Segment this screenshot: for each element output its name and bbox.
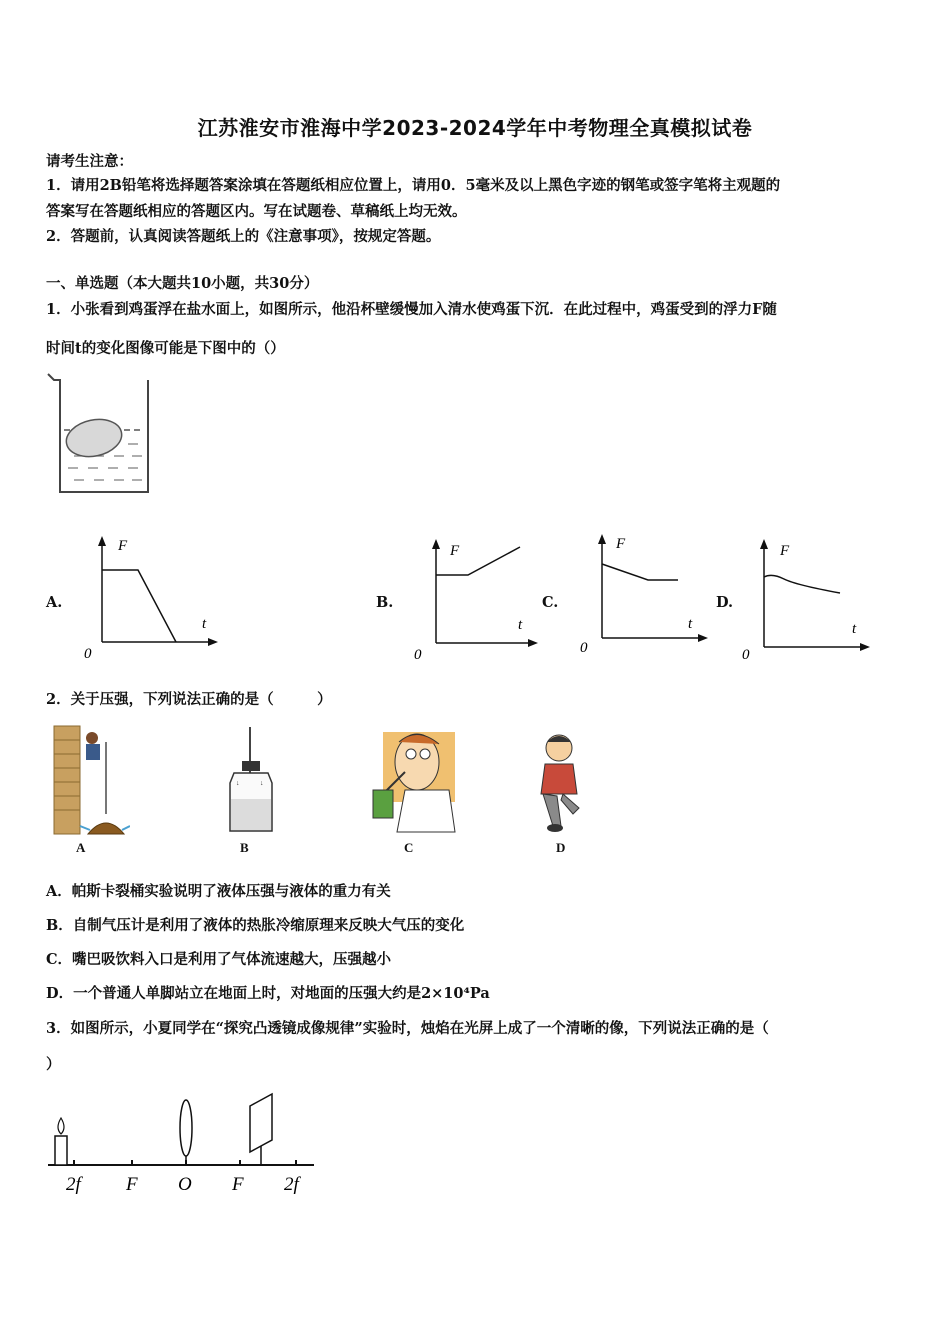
q1-option-c-label: C. <box>542 594 559 611</box>
svg-text:↓: ↓ <box>236 779 240 787</box>
graph-d-f-label: F <box>780 543 790 559</box>
axis-label-2f-right: 2f <box>284 1174 299 1195</box>
graph-c-t-label: t <box>688 616 693 632</box>
notice-item-1: 1．请用2B铅笔将选择题答案涂填在答题纸相应位置上，请用0．5毫米及以上黑色字迹的钢笔或签字笔将主观题的 <box>46 177 781 194</box>
q1-option-b-label: B. <box>376 594 394 611</box>
q2-pic-label-b: B <box>240 840 249 855</box>
light-screen <box>250 1094 272 1152</box>
q1-stem-cont: 时间t的变化图像可能是下图中的（） <box>46 340 285 357</box>
section-heading: 一、单选题（本大题共10小题，共30分） <box>46 275 319 292</box>
convex-lens <box>180 1100 192 1156</box>
graph-d <box>740 535 875 663</box>
notice-heading: 请考生注意： <box>46 153 133 170</box>
graph-b-t-label: t <box>518 617 523 633</box>
q2-option-b: B．自制气压计是利用了液体的热胀冷缩原理来反映大气压的变化 <box>46 917 465 934</box>
svg-text:↓: ↓ <box>260 779 264 787</box>
page-title: 江苏淮安市淮海中学2023-2024学年中考物理全真模拟试卷 <box>197 116 753 140</box>
q3-stem: 3．如图所示，小夏同学在“探究凸透镜成像规律”实验时，烛焰在光屏上成了一个清晰的像，下列说法正确的是（ <box>46 1020 769 1037</box>
graph-c-origin: 0 <box>580 640 588 656</box>
q1-option-a-label: A. <box>46 594 63 611</box>
graph-a-origin: 0 <box>84 646 92 662</box>
graph-c-f-label: F <box>616 536 626 552</box>
standing-person-picture <box>523 730 593 835</box>
q2-pic-label-c: C <box>404 840 414 855</box>
q2-pic-label-d: D <box>556 840 566 855</box>
graph-a-f-label: F <box>118 538 128 554</box>
axis-label-o: O <box>178 1174 192 1195</box>
graph-d-curve <box>764 575 840 593</box>
graph-b-origin: 0 <box>414 647 422 663</box>
notice-item-1-cont: 答案写在答题纸相应的答题区内。写在试题卷、草稿纸上均无效。 <box>46 203 467 220</box>
q2-option-d: D．一个普通人单脚站立在地面上时，对地面的压强大约是2×10⁴Pa <box>46 985 490 1002</box>
q2-pic-label-a: A <box>76 840 86 855</box>
candle-flame <box>58 1118 64 1134</box>
beaker-egg-figure <box>44 370 156 498</box>
q3-stem-cont: ） <box>46 1056 61 1073</box>
q2-option-c: C．嘴巴吸饮料入口是利用了气体流速越大，压强越小 <box>46 951 392 968</box>
notice-item-2: 2．答题前，认真阅读答题纸上的《注意事项》，按规定答题。 <box>46 228 441 245</box>
q2-option-a: A．帕斯卡裂桶实验说明了液体压强与液体的重力有关 <box>46 883 391 900</box>
axis-label-2f-left: 2f <box>66 1174 81 1195</box>
q1-option-d-label: D. <box>716 594 734 611</box>
graph-b-f-label: F <box>450 543 460 559</box>
axis-label-f-right: F <box>232 1174 244 1195</box>
barometer-bottle-picture <box>220 725 282 835</box>
graph-a-curve <box>102 570 176 642</box>
graph-c-curve <box>602 564 678 580</box>
egg <box>63 415 125 462</box>
graph-d-t-label: t <box>852 621 857 637</box>
candle <box>55 1136 67 1165</box>
q2-stem: 2．关于压强，下列说法正确的是（ ） <box>46 691 332 708</box>
graph-d-origin: 0 <box>742 647 750 663</box>
axis-label-f-left: F <box>126 1174 138 1195</box>
graph-a <box>80 530 220 665</box>
graph-c <box>578 530 713 660</box>
q1-stem: 1．小张看到鸡蛋浮在盐水面上，如图所示，他沿杯壁缓慢加入清水使鸡蛋下沉．在此过程中，鸡蛋受到的浮力F随 <box>46 301 777 318</box>
pascal-barrel-picture <box>50 722 130 837</box>
graph-b-curve <box>436 547 520 575</box>
graph-b <box>410 535 540 665</box>
optical-bench-figure <box>44 1090 324 1200</box>
drinking-straw-picture <box>365 728 457 834</box>
graph-a-t-label: t <box>202 616 207 632</box>
